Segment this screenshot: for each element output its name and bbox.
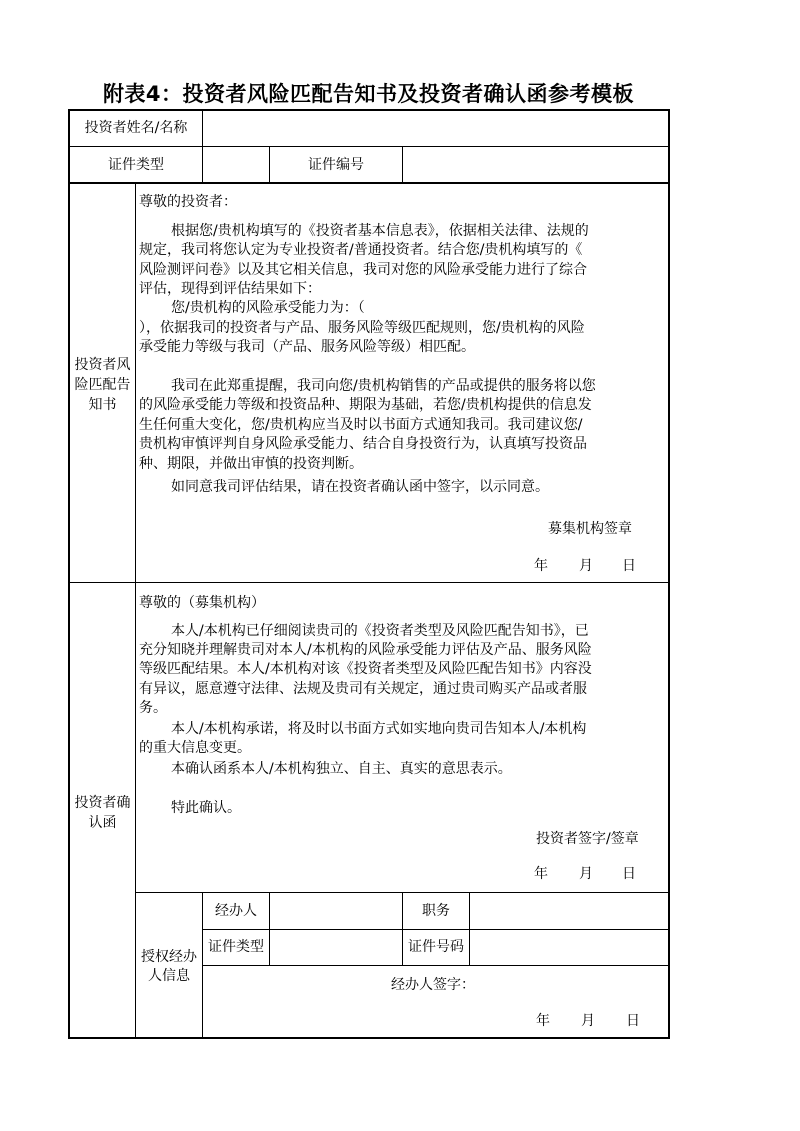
notice-line: ），依据我司的投资者与产品、服务风险等级匹配规则，您/贵机构的风险 <box>139 320 585 336</box>
date-year: 年 <box>534 558 548 574</box>
row-divider <box>68 582 670 583</box>
notice-line: 评估，现得到评估结果如下： <box>139 281 321 297</box>
table-border-top <box>68 109 670 111</box>
date-year: 年 <box>536 1013 550 1029</box>
col-divider <box>469 892 470 966</box>
notice-line: 风险测评问卷》以及其它相关信息，我司对您的风险承受能力进行了综合 <box>139 262 587 278</box>
table-border-left <box>68 109 70 1039</box>
confirm-line: 本人/本机构已仔细阅读贵司的《投资者类型及风险匹配告知书》，已 <box>171 623 589 639</box>
institution-seal-label: 募集机构签章 <box>548 521 632 537</box>
page-title: 附表4：投资者风险匹配告知书及投资者确认函参考模板 <box>102 82 635 106</box>
notice-line: 您/贵机构的风险承受能力为：（ <box>171 300 365 316</box>
notice-greeting: 尊敬的投资者： <box>139 194 237 210</box>
investor-name-label: 投资者姓名/名称 <box>84 120 188 136</box>
date-month: 月 <box>581 1013 595 1029</box>
confirm-line: 务。 <box>139 700 167 716</box>
row-divider <box>202 965 670 966</box>
date-day: 日 <box>622 866 636 882</box>
confirm-line: 本确认函系本人/本机构独立、自主、真实的意思表示。 <box>171 761 512 777</box>
col-divider <box>269 892 270 966</box>
notice-line: 生任何重大变化，您/贵机构应当及时以书面方式通知我司。我司建议您/ <box>139 417 583 433</box>
agent-signature-label: 经办人签字： <box>391 977 475 993</box>
agent-id-type-label: 证件类型 <box>208 939 264 955</box>
date-month: 月 <box>579 558 593 574</box>
notice-line: 我司在此郑重提醒，我司向您/贵机构销售的产品或提供的服务将以您 <box>171 378 596 394</box>
notice-line: 种、期限，并做出审慎的投资判断。 <box>139 456 363 472</box>
confirm-line: 等级匹配结果。本人/本机构对该《投资者类型及风险匹配告知书》内容没 <box>139 661 592 677</box>
agent-id-number-label: 证件号码 <box>408 939 464 955</box>
row-divider <box>68 146 670 147</box>
notice-line: 根据您/贵机构填写的《投资者基本信息表》，依据相关法律、法规的 <box>171 223 589 239</box>
row-divider <box>68 182 670 184</box>
notice-line: 的风险承受能力等级和投资品种、期限为基础，若您/贵机构提供的信息发 <box>139 397 592 413</box>
investor-signature-label: 投资者签字/签章 <box>536 831 639 847</box>
confirm-line: 特此确认。 <box>171 800 241 816</box>
row-divider <box>202 929 670 930</box>
id-type-label: 证件类型 <box>108 157 164 173</box>
col-divider <box>202 109 203 183</box>
confirm-line: 充分知晓并理解贵司对本人/本机构的风险承受能力评估及产品、服务风险 <box>139 642 592 658</box>
confirm-line: 有异议，愿意遵守法律、法规及贵司有关规定，通过贵司购买产品或者服 <box>139 681 587 697</box>
table-border-right <box>668 109 670 1039</box>
notice-line: 如同意我司评估结果，请在投资者确认函中签字，以示同意。 <box>171 479 549 495</box>
agent-name-label: 经办人 <box>215 903 257 919</box>
confirm-greeting: 尊敬的（募集机构） <box>139 595 265 611</box>
notice-line: 贵机构审慎评判自身风险承受能力、结合自身投资行为，认真填写投资品 <box>139 436 587 452</box>
date-month: 月 <box>579 866 593 882</box>
notice-line: 规定，我司将您认定为专业投资者/普通投资者。结合您/贵机构填写的《 <box>139 242 583 258</box>
agent-position-label: 职务 <box>422 903 450 919</box>
date-day: 日 <box>622 558 636 574</box>
date-year: 年 <box>534 866 548 882</box>
date-day: 日 <box>626 1013 640 1029</box>
confirm-line: 本人/本机构承诺，将及时以书面方式如实地向贵司告知本人/本机构 <box>171 721 587 737</box>
id-number-label: 证件编号 <box>308 157 364 173</box>
confirm-line: 的重大信息变更。 <box>139 740 251 756</box>
table-border-bottom <box>68 1037 670 1039</box>
col-divider <box>135 182 136 1038</box>
notice-line: 承受能力等级与我司（产品、服务风险等级）相匹配。 <box>139 339 475 355</box>
col-divider <box>402 146 403 183</box>
